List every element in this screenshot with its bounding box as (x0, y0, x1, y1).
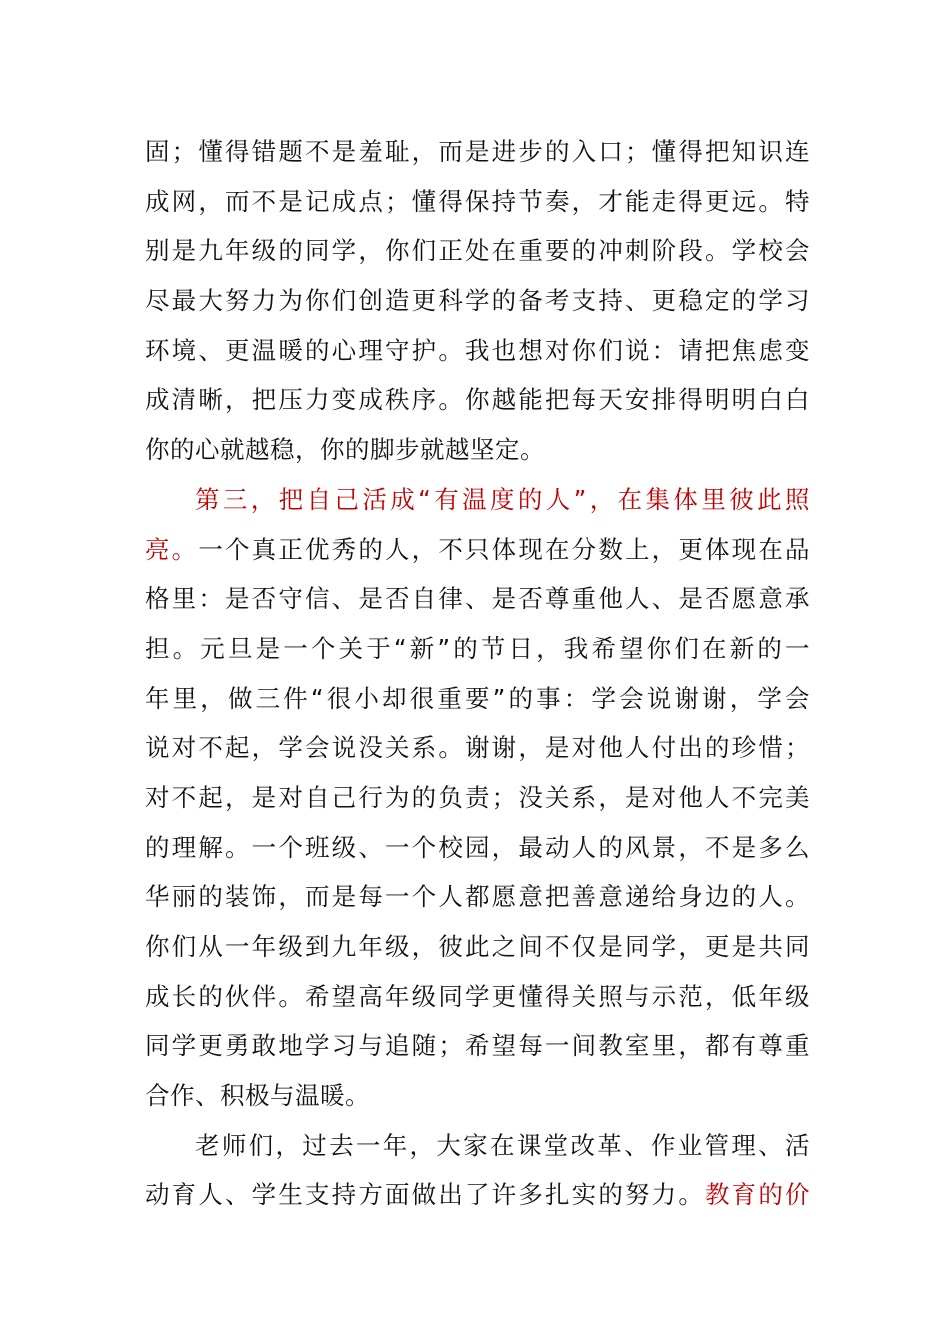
text-segment: 环境、更温暖的心理守护。我也想对你们说：请把焦虑变 (145, 335, 810, 365)
text-line (145, 177, 810, 227)
emphasis-segment: 第三，把自己活成“有温度的人”，在集体里彼此照 (195, 484, 810, 514)
text-line (145, 525, 810, 575)
text-segment: 尽最大努力为你们创造更科学的备考支持、更稳定的学习 (145, 286, 810, 316)
text-segment: 对不起，是对自己行为的负责；没关系，是对他人不完美 (145, 782, 810, 812)
text-segment: 格里：是否守信、是否自律、是否尊重他人、是否愿意承 (145, 584, 810, 614)
text-line (145, 922, 810, 972)
text-segment: 成网，而不是记成点；懂得保持节奏，才能走得更远。特 (145, 186, 810, 216)
text-segment: 华丽的装饰，而是每一个人都愿意把善意递给身边的人。 (145, 882, 810, 912)
text-segment: 一个真正优秀的人，不只体现在分数上，更体现在品 (198, 534, 810, 564)
text-line (145, 773, 810, 823)
text-line (145, 326, 810, 376)
text-line (145, 1071, 810, 1121)
text-line (145, 674, 810, 724)
text-segment: 老师们，过去一年，大家在课堂改革、作业管理、活 (195, 1130, 810, 1160)
text-line (145, 872, 810, 922)
text-line (145, 972, 810, 1022)
text-segment: 年里，做三件“很小却很重要”的事：学会说谢谢，学会 (145, 683, 810, 713)
text-segment: 同学更勇敢地学习与追随；希望每一间教室里，都有尊重 (145, 1031, 810, 1061)
text-line (145, 375, 810, 425)
text-segment: 的理解。一个班级、一个校园，最动人的风景，不是多么 (145, 832, 810, 862)
text-segment: 你们从一年级到九年级，彼此之间不仅是同学，更是共同 (145, 932, 810, 961)
text-line (145, 276, 810, 326)
text-line (145, 574, 810, 624)
text-segment: 成长的伙伴。希望高年级同学更懂得关照与示范，低年级 (145, 981, 810, 1011)
text-line (145, 127, 810, 177)
text-segment: 成清晰，把压力变成秩序。你越能把每天安排得明明白白 (145, 385, 810, 415)
text-line (145, 723, 810, 773)
text-segment: 动育人、学生支持方面做出了许多扎实的努力。 (145, 1180, 705, 1210)
text-segment: 别是九年级的同学，你们正处在重要的冲刺阶段。学校会 (145, 236, 810, 266)
text-line-heading (145, 475, 810, 525)
text-segment: 你的心就越稳，你的脚步就越坚定。 (145, 435, 545, 465)
text-line (145, 1170, 810, 1220)
text-line (145, 425, 810, 475)
text-line (145, 1021, 810, 1071)
emphasis-segment: 亮。 (145, 534, 199, 564)
text-segment: 担。元旦是一个关于“新”的节日，我希望你们在新的一 (145, 633, 810, 663)
text-segment: 合作、积极与温暖。 (145, 1081, 370, 1111)
text-segment: 说对不起，学会说没关系。谢谢，是对他人付出的珍惜； (145, 733, 810, 763)
emphasis-segment: 教育的价 (705, 1180, 810, 1210)
text-line (145, 1121, 810, 1171)
text-line (145, 823, 810, 873)
text-line (145, 226, 810, 276)
text-segment: 固；懂得错题不是羞耻，而是进步的入口；懂得把知识连 (145, 137, 810, 166)
text-line (145, 624, 810, 674)
body-text (145, 127, 810, 1220)
